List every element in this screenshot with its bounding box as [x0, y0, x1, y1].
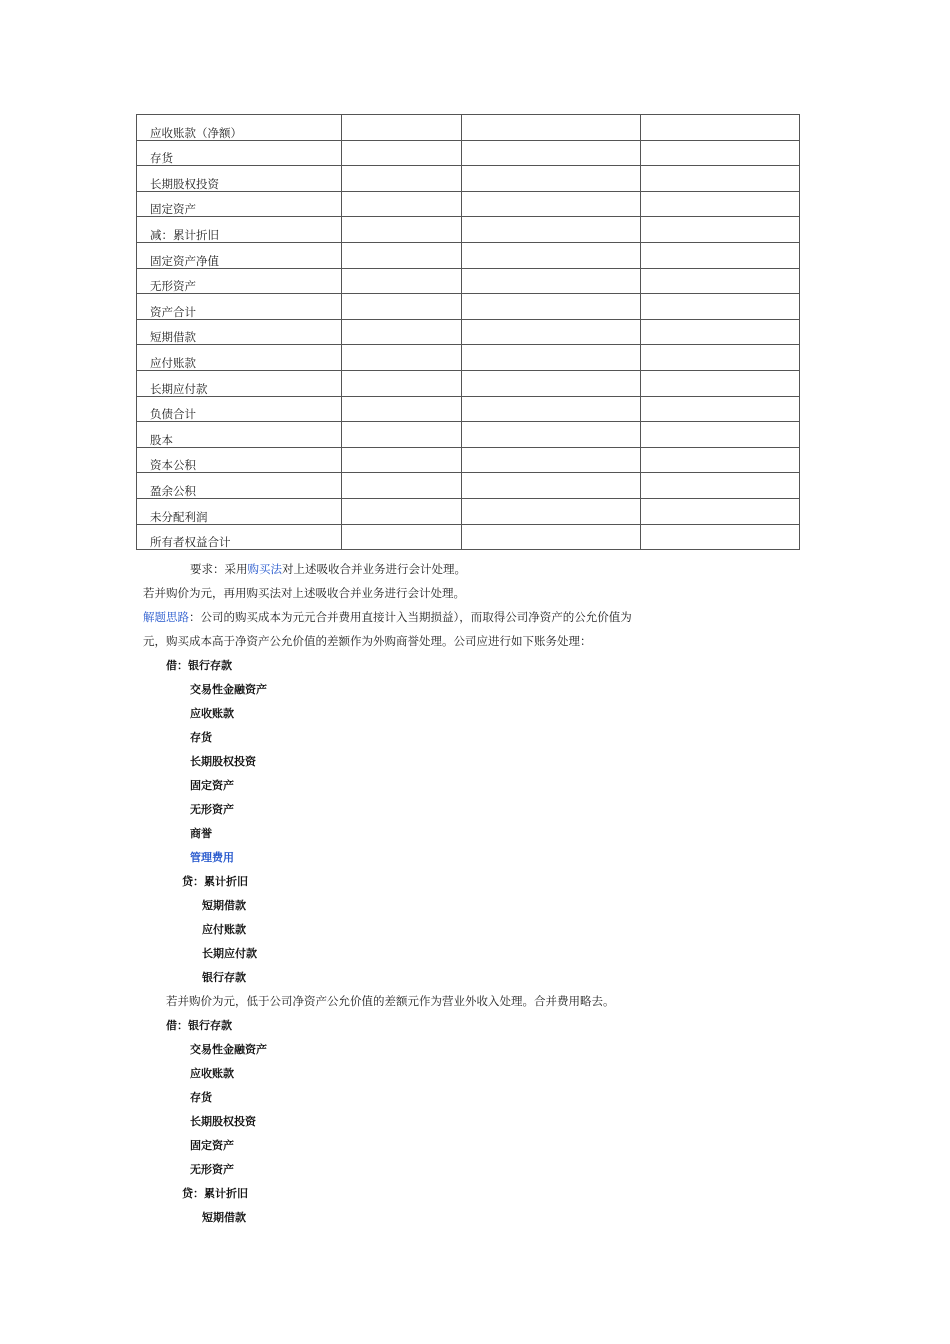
value-cell: [462, 422, 641, 448]
value-cell: [462, 345, 641, 371]
value-cell: [342, 217, 462, 243]
value-cell: [462, 242, 641, 268]
row-label: 固定资产: [137, 191, 342, 217]
requirement-suffix: 对上述吸收合并业务进行会计处理。: [282, 562, 466, 576]
second-price-line: 若并购价为元，再用购买法对上述吸收合并业务进行会计处理。: [143, 586, 465, 600]
value-cell: [462, 396, 641, 422]
row-label: 所有者权益合计: [137, 524, 342, 550]
value-cell: [342, 140, 462, 166]
entry2-debit-item: 长期股权投资: [190, 1115, 256, 1128]
table-row: [137, 524, 800, 550]
value-cell: [641, 447, 800, 473]
value-cell: [342, 524, 462, 550]
value-cell: [462, 447, 641, 473]
value-cell: [462, 191, 641, 217]
value-cell: [641, 268, 800, 294]
table-row: [137, 422, 800, 448]
value-cell: [462, 294, 641, 320]
entry2-debit-item: 固定资产: [190, 1139, 234, 1152]
entry1-debit-item: 无形资产: [190, 803, 234, 816]
table-row: [137, 115, 800, 141]
idea-line: [143, 609, 632, 625]
row-label: 盈余公积: [137, 473, 342, 499]
value-cell: [641, 191, 800, 217]
table-row: [137, 345, 800, 371]
value-cell: [641, 473, 800, 499]
idea-text: ：公司的购买成本为元元合并费用直接计入当期损益），而取得公司净资产的公允价值为: [189, 610, 632, 624]
row-label: 资本公积: [137, 447, 342, 473]
entry1-debit-item: 商誉: [190, 827, 212, 840]
row-label: 资产合计: [137, 294, 342, 320]
entry1-credit-item: 长期应付款: [202, 947, 257, 960]
table-row: [137, 217, 800, 243]
requirement-prefix: 要求：采用: [190, 562, 248, 576]
row-label: 长期股权投资: [137, 166, 342, 192]
value-cell: [462, 498, 641, 524]
entry1-debit-label: 借：银行存款: [166, 659, 232, 672]
table-row: [137, 396, 800, 422]
value-cell: [462, 140, 641, 166]
value-cell: [342, 319, 462, 345]
row-label: 固定资产净值: [137, 242, 342, 268]
entry2-credit-item: 短期借款: [202, 1211, 246, 1224]
value-cell: [462, 319, 641, 345]
table-row: [137, 191, 800, 217]
value-cell: [641, 370, 800, 396]
table-row: [137, 268, 800, 294]
requirement-line: [190, 561, 466, 577]
entry2-credit-label: 贷：累计折旧: [182, 1187, 248, 1200]
entry1-credit-item: 银行存款: [202, 971, 246, 984]
row-label: 未分配利润: [137, 498, 342, 524]
value-cell: [462, 473, 641, 499]
value-cell: [641, 217, 800, 243]
entry1-management-expense-link[interactable]: 管理费用: [190, 851, 234, 864]
value-cell: [641, 140, 800, 166]
value-cell: [342, 242, 462, 268]
row-label: 股本: [137, 422, 342, 448]
value-cell: [342, 191, 462, 217]
value-cell: [342, 473, 462, 499]
entry2-debit-item: 应收账款: [190, 1067, 234, 1080]
entry1-debit-item: 固定资产: [190, 779, 234, 792]
value-cell: [641, 242, 800, 268]
purchase-method-link[interactable]: 购买法: [247, 562, 282, 576]
entry1-credit-label: 贷：累计折旧: [182, 875, 248, 888]
table-row: [137, 319, 800, 345]
table-row: [137, 370, 800, 396]
entry1-debit-item: 存货: [190, 731, 212, 744]
value-cell: [641, 422, 800, 448]
row-label: 存货: [137, 140, 342, 166]
entry2-debit-item: 存货: [190, 1091, 212, 1104]
table-row: [137, 294, 800, 320]
value-cell: [462, 524, 641, 550]
value-cell: [342, 370, 462, 396]
solution-idea-link[interactable]: 解题思路: [143, 610, 189, 624]
entry2-debit-item: 无形资产: [190, 1163, 234, 1176]
balance-sheet-table: [136, 114, 800, 550]
second-intro-line: 若并购价为元，低于公司净资产公允价值的差额元作为营业外收入处理。合并费用略去。: [166, 994, 615, 1008]
table-row: [137, 166, 800, 192]
table-row: [137, 140, 800, 166]
row-label: 无形资产: [137, 268, 342, 294]
row-label: 应付账款: [137, 345, 342, 371]
value-cell: [462, 370, 641, 396]
entry1-credit-item: 应付账款: [202, 923, 246, 936]
value-cell: [342, 422, 462, 448]
entry1-debit-item: 长期股权投资: [190, 755, 256, 768]
value-cell: [342, 115, 462, 141]
value-cell: [342, 294, 462, 320]
row-label: 减：累计折旧: [137, 217, 342, 243]
value-cell: [342, 396, 462, 422]
value-cell: [342, 268, 462, 294]
value-cell: [342, 166, 462, 192]
value-cell: [641, 498, 800, 524]
row-label: 短期借款: [137, 319, 342, 345]
value-cell: [342, 345, 462, 371]
value-cell: [641, 524, 800, 550]
row-label: 负债合计: [137, 396, 342, 422]
table-row: [137, 498, 800, 524]
entry2-debit-label: 借：银行存款: [166, 1019, 232, 1032]
table-row: [137, 447, 800, 473]
value-cell: [342, 498, 462, 524]
value-cell: [342, 447, 462, 473]
value-cell: [462, 115, 641, 141]
value-cell: [462, 217, 641, 243]
value-cell: [462, 166, 641, 192]
entry1-debit-item: 交易性金融资产: [190, 683, 267, 696]
entry1-credit-item: 短期借款: [202, 899, 246, 912]
entry1-debit-item: 应收账款: [190, 707, 234, 720]
table-row: [137, 473, 800, 499]
value-cell: [641, 396, 800, 422]
value-cell: [641, 345, 800, 371]
entry2-debit-item: 交易性金融资产: [190, 1043, 267, 1056]
value-cell: [641, 294, 800, 320]
row-label: 应收账款（净额）: [137, 115, 342, 141]
value-cell: [641, 166, 800, 192]
value-cell: [641, 319, 800, 345]
goodwill-line: 元，购买成本高于净资产公允价值的差额作为外购商誉处理。公司应进行如下账务处理：: [143, 634, 592, 648]
value-cell: [462, 268, 641, 294]
value-cell: [641, 115, 800, 141]
row-label: 长期应付款: [137, 370, 342, 396]
table-row: [137, 242, 800, 268]
